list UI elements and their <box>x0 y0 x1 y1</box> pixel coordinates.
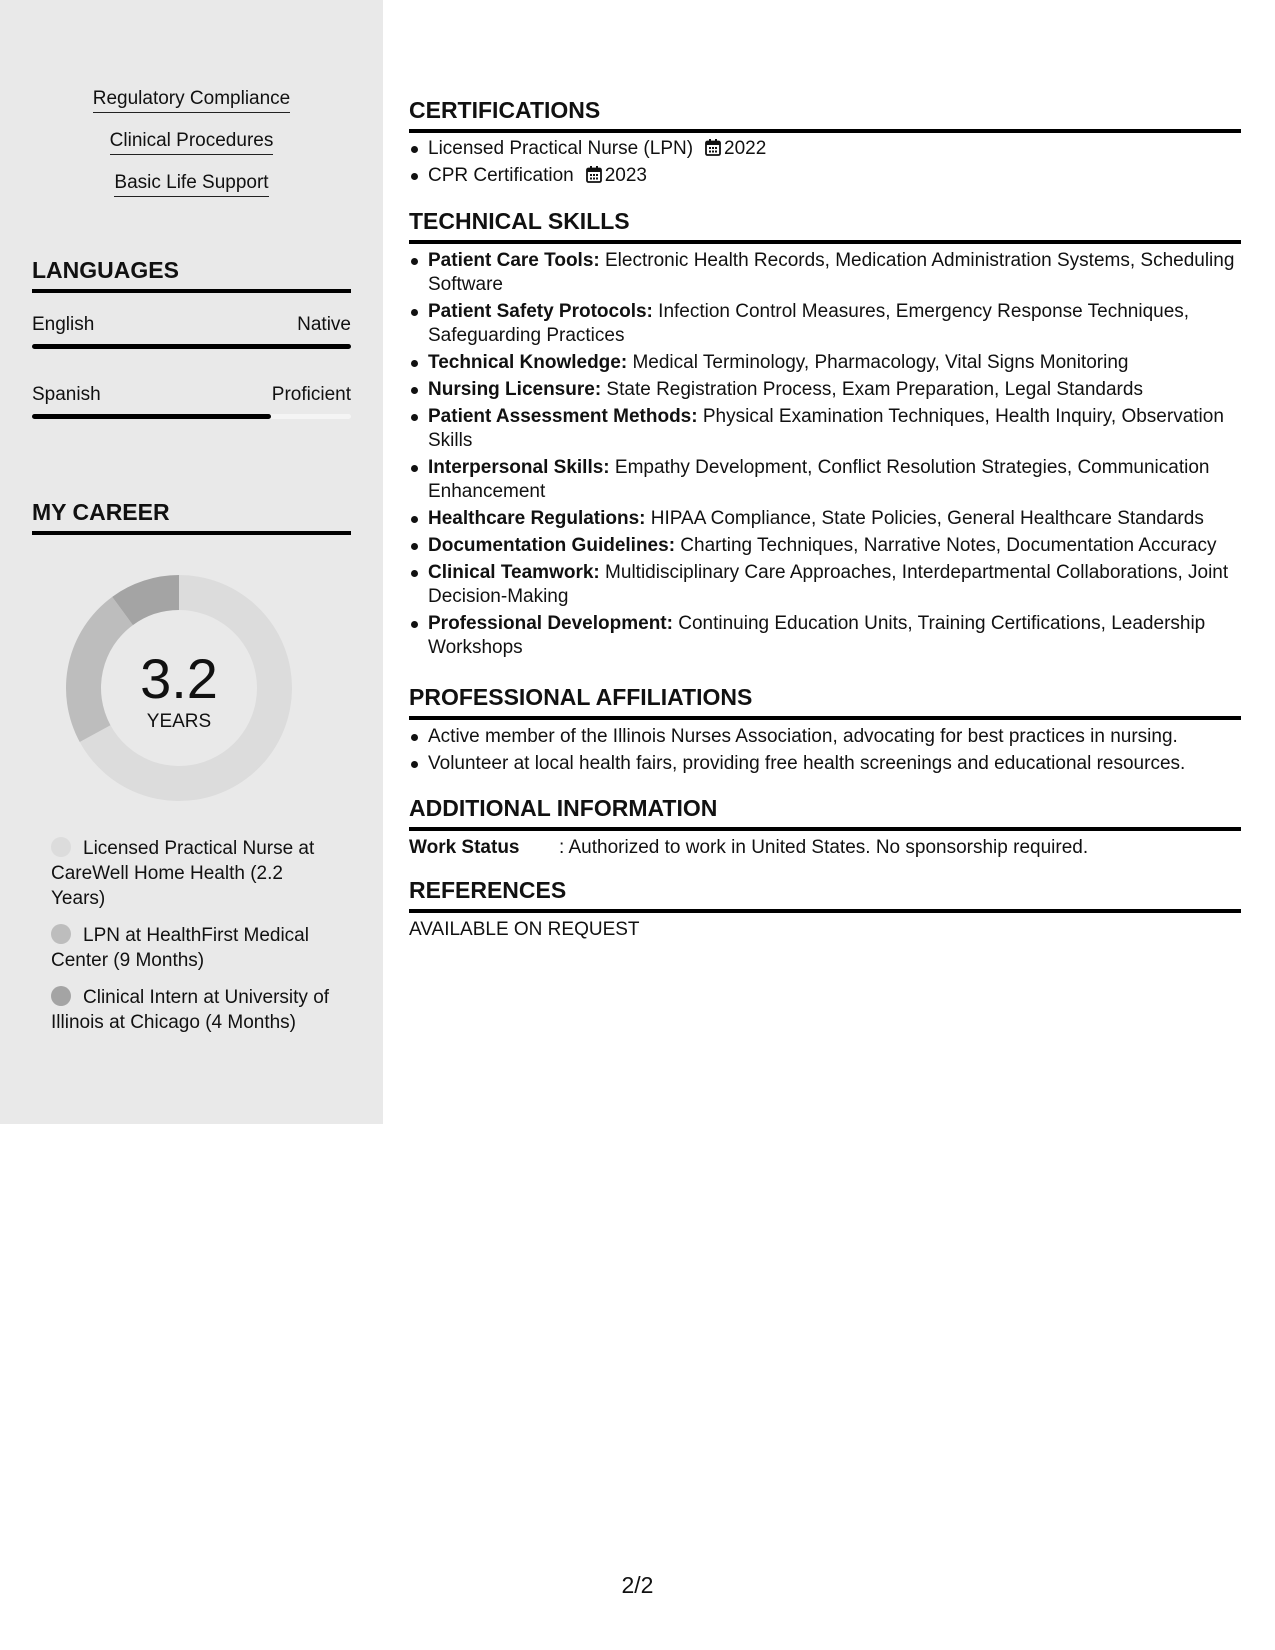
career-list <box>51 836 331 1047</box>
language-name: English <box>32 314 95 335</box>
career-item-text: Clinical Intern at University of Illinois at Chicago (4 Months) <box>51 987 330 1033</box>
technical-skill-item <box>409 300 1241 348</box>
language-proficiency-bar <box>32 344 351 349</box>
skill-category: Patient Safety Protocols: <box>428 301 653 322</box>
career-donut-chart <box>66 575 292 801</box>
skill-detail: Multidisciplinary Care Approaches, Interdepartmental Collaborations, Joint Decision-Making <box>428 562 1229 607</box>
skill-tag: Clinical Procedures <box>110 130 274 155</box>
technical-skill-item <box>409 507 1241 531</box>
career-item <box>51 923 331 973</box>
certification-date <box>586 165 647 186</box>
career-dot-icon <box>51 837 71 857</box>
certification-item <box>409 137 1241 161</box>
skill-category: Patient Assessment Methods: <box>428 406 698 427</box>
technical-skill-item <box>409 561 1241 609</box>
donut-center <box>66 575 292 801</box>
technical-skill-item <box>409 534 1241 558</box>
work-status-value: : Authorized to work in United States. No sponsorship required. <box>559 837 1089 858</box>
career-total-unit: YEARS <box>146 711 212 732</box>
languages-heading: LANGUAGES <box>32 256 351 293</box>
certification-item <box>409 164 1241 188</box>
technical-skill-item <box>409 612 1241 660</box>
technical-skill-item <box>409 378 1241 402</box>
career-item <box>51 985 331 1035</box>
calendar-icon <box>586 166 602 183</box>
skill-detail: State Registration Process, Exam Preparation, Legal Standards <box>601 379 1143 400</box>
skill-category: Healthcare Regulations: <box>428 508 646 529</box>
additional-info-heading: ADDITIONAL INFORMATION <box>409 794 1241 831</box>
affiliation-item: Active member of the Illinois Nurses Association, advocating for best practices in nursing. <box>409 725 1241 749</box>
language-level: Proficient <box>271 384 351 405</box>
language-proficiency-fill <box>32 344 351 349</box>
language-name: Spanish <box>32 384 101 405</box>
references-heading: REFERENCES <box>409 876 1241 913</box>
calendar-icon <box>705 139 721 156</box>
affiliations-heading: PROFESSIONAL AFFILIATIONS <box>409 683 1241 720</box>
references-text: AVAILABLE ON REQUEST <box>409 919 640 940</box>
certification-date <box>705 138 766 159</box>
skill-detail: Charting Techniques, Narrative Notes, Documentation Accuracy <box>675 535 1217 556</box>
certification-year: 2022 <box>724 138 767 159</box>
technical-skills-list <box>409 249 1241 663</box>
technical-skill-item <box>409 456 1241 504</box>
career-item-text: LPN at HealthFirst Medical Center (9 Months) <box>51 925 309 971</box>
skill-category: Interpersonal Skills: <box>428 457 610 478</box>
skill-detail: Continuing Education Units, Training Certifications, Leadership Workshops <box>428 613 1206 658</box>
technical-skill-item <box>409 405 1241 453</box>
skill-tag: Regulatory Compliance <box>93 88 291 113</box>
page-number: 2/2 <box>621 1572 654 1598</box>
skill-category: Clinical Teamwork: <box>428 562 600 583</box>
career-dot-icon <box>51 924 71 944</box>
skill-detail: HIPAA Compliance, State Policies, General Healthcare Standards <box>645 508 1204 529</box>
skill-detail: Medical Terminology, Pharmacology, Vital Signs Monitoring <box>627 352 1129 373</box>
skill-detail: Empathy Development, Conflict Resolution Strategies, Communication Enhancement <box>428 457 1210 502</box>
skill-tag: Basic Life Support <box>114 172 268 197</box>
career-item <box>51 836 331 911</box>
skill-detail: Infection Control Measures, Emergency Response Techniques, Safeguarding Practices <box>428 301 1190 346</box>
career-item-text: Licensed Practical Nurse at CareWell Home Health (2.2 Years) <box>51 838 315 909</box>
skill-category: Technical Knowledge: <box>428 352 628 373</box>
certification-year: 2023 <box>604 165 647 186</box>
certification-name: CPR Certification <box>428 165 574 186</box>
work-status-label: Work Status <box>409 837 520 858</box>
technical-skill-item <box>409 351 1241 375</box>
skill-category: Professional Development: <box>428 613 673 634</box>
certifications-heading: CERTIFICATIONS <box>409 96 1241 133</box>
career-heading: MY CAREER <box>32 498 351 535</box>
skill-detail: Physical Examination Techniques, Health Inquiry, Observation Skills <box>428 406 1224 451</box>
technical-skills-heading: TECHNICAL SKILLS <box>409 207 1241 244</box>
technical-skill-item <box>409 249 1241 297</box>
skill-category: Nursing Licensure: <box>428 379 602 400</box>
skill-detail: Electronic Health Records, Medication Administration Systems, Scheduling Software <box>428 250 1235 295</box>
skill-tags <box>0 88 383 214</box>
language-level: Native <box>297 314 351 335</box>
language-proficiency-fill <box>32 414 271 419</box>
language-proficiency-bar <box>32 414 351 419</box>
skill-category: Patient Care Tools: <box>428 250 600 271</box>
affiliations-list <box>409 725 1241 779</box>
affiliation-item: Volunteer at local health fairs, providing free health screenings and educational resources. <box>409 752 1241 776</box>
skill-category: Documentation Guidelines: <box>428 535 676 556</box>
certification-name: Licensed Practical Nurse (LPN) <box>428 138 694 159</box>
career-dot-icon <box>51 986 71 1006</box>
certifications-list <box>409 137 1241 191</box>
career-total-value: 3.2 <box>140 647 218 710</box>
